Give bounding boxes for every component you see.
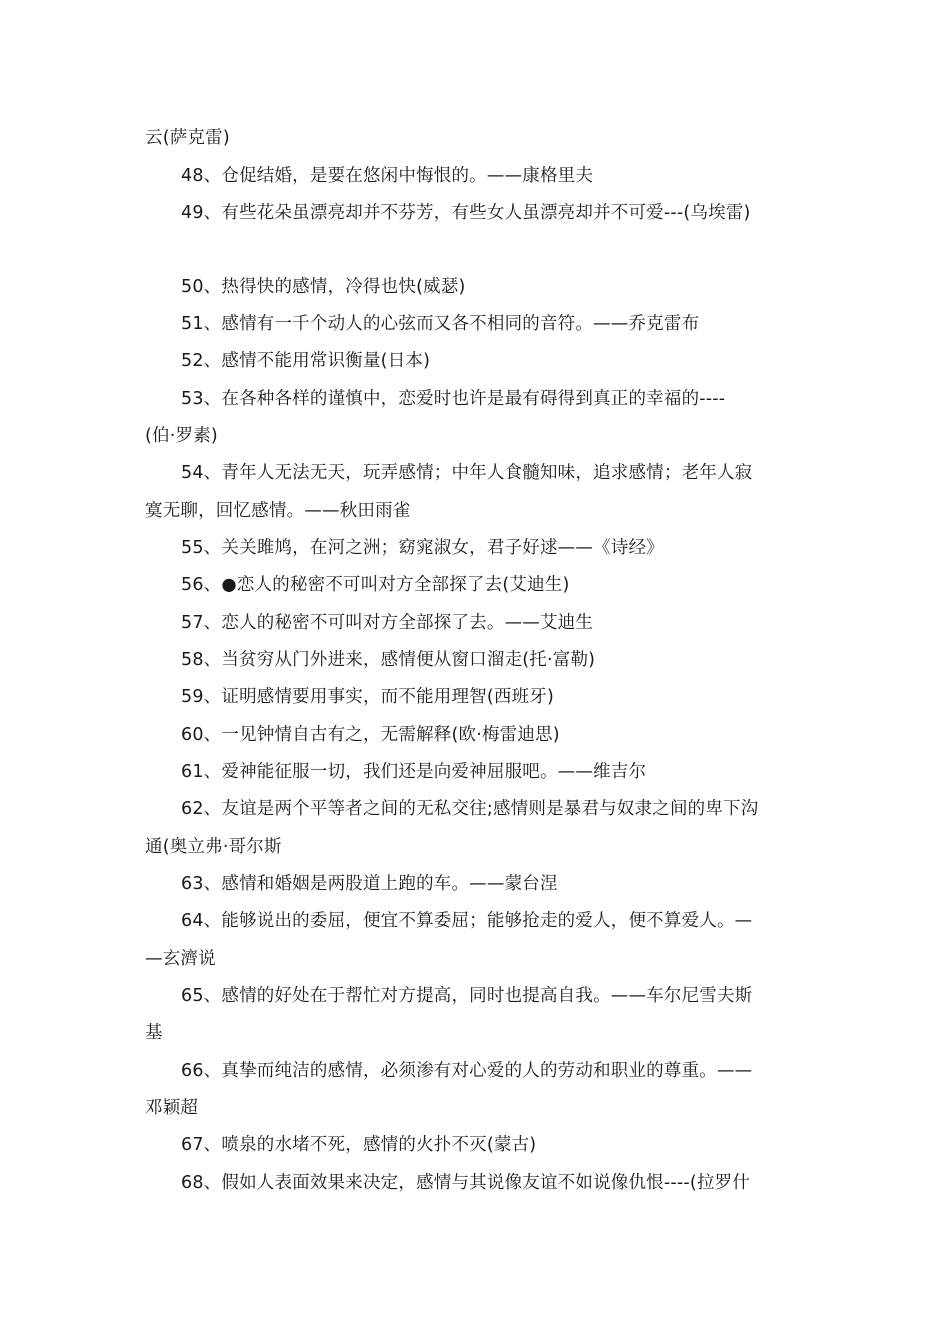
text-line: 48、仓促结婚，是要在悠闲中悔恨的。——康格里夫 xyxy=(181,166,594,186)
text-line: 邓颖超 xyxy=(145,1098,199,1118)
text-line: 云(萨克雷) xyxy=(145,128,230,148)
text-line: 62、友谊是两个平等者之间的无私交往;感情则是暴君与奴隶之间的卑下沟 xyxy=(181,799,759,819)
text-line: 67、喷泉的水堵不死，感情的火扑不灭(蒙古) xyxy=(181,1135,537,1155)
text-line: 54、青年人无法无天，玩弄感情；中年人食髓知味，追求感情；老年人寂 xyxy=(181,463,753,483)
text-line: 基 xyxy=(145,1023,163,1043)
text-line: 66、真挚而纯洁的感情，必须渗有对心爱的人的劳动和职业的尊重。—— xyxy=(181,1061,753,1081)
text-line: 64、能够说出的委屈，便宜不算委屈；能够抢走的爱人，便不算爱人。— xyxy=(181,911,753,931)
text-line: 51、感情有一千个动人的心弦而又各不相同的音符。——乔克雷布 xyxy=(181,314,700,334)
text-line: (伯·罗素) xyxy=(145,426,218,446)
text-line: 61、爱神能征服一切，我们还是向爱神屈服吧。——维吉尔 xyxy=(181,762,647,782)
text-line: 49、有些花朵虽漂亮却并不芬芳，有些女人虽漂亮却并不可爱---(乌埃雷) xyxy=(181,203,751,223)
text-line: 65、感情的好处在于帮忙对方提高，同时也提高自我。——车尔尼雪夫斯 xyxy=(181,986,753,1006)
text-line: 60、一见钟情自古有之，无需解释(欧·梅雷迪思) xyxy=(181,725,560,745)
text-line: 57、恋人的秘密不可叫对方全部探了去。——艾迪生 xyxy=(181,613,594,633)
text-line: 58、当贫穷从门外进来，感情便从窗口溜走(托·富勒) xyxy=(181,650,596,670)
text-line: 55、关关雎鸠，在河之洲；窈窕淑女，君子好逑——《诗经》 xyxy=(181,538,664,558)
text-line: 63、感情和婚姻是两股道上跑的车。——蒙台涅 xyxy=(181,874,558,894)
text-line: 52、感情不能用常识衡量(日本) xyxy=(181,351,431,371)
text-line: 50、热得快的感情，冷得也快(威瑟) xyxy=(181,277,466,297)
text-line: 通(奥立弗·哥尔斯 xyxy=(145,837,282,857)
text-line: 59、证明感情要用事实，而不能用理智(西班牙) xyxy=(181,687,555,707)
text-line: —玄濟说 xyxy=(145,949,216,969)
text-line: 56、●恋人的秘密不可叫对方全部探了去(艾迪生) xyxy=(181,575,570,595)
text-line: 寞无聊，回忆感情。——秋田雨雀 xyxy=(145,501,411,521)
text-line: 68、假如人表面效果来决定，感情与其说像友谊不如说像仇恨----(拉罗什 xyxy=(181,1173,751,1193)
text-line: 53、在各种各样的谨慎中，恋爱时也许是最有碍得到真正的幸福的---- xyxy=(181,389,726,409)
